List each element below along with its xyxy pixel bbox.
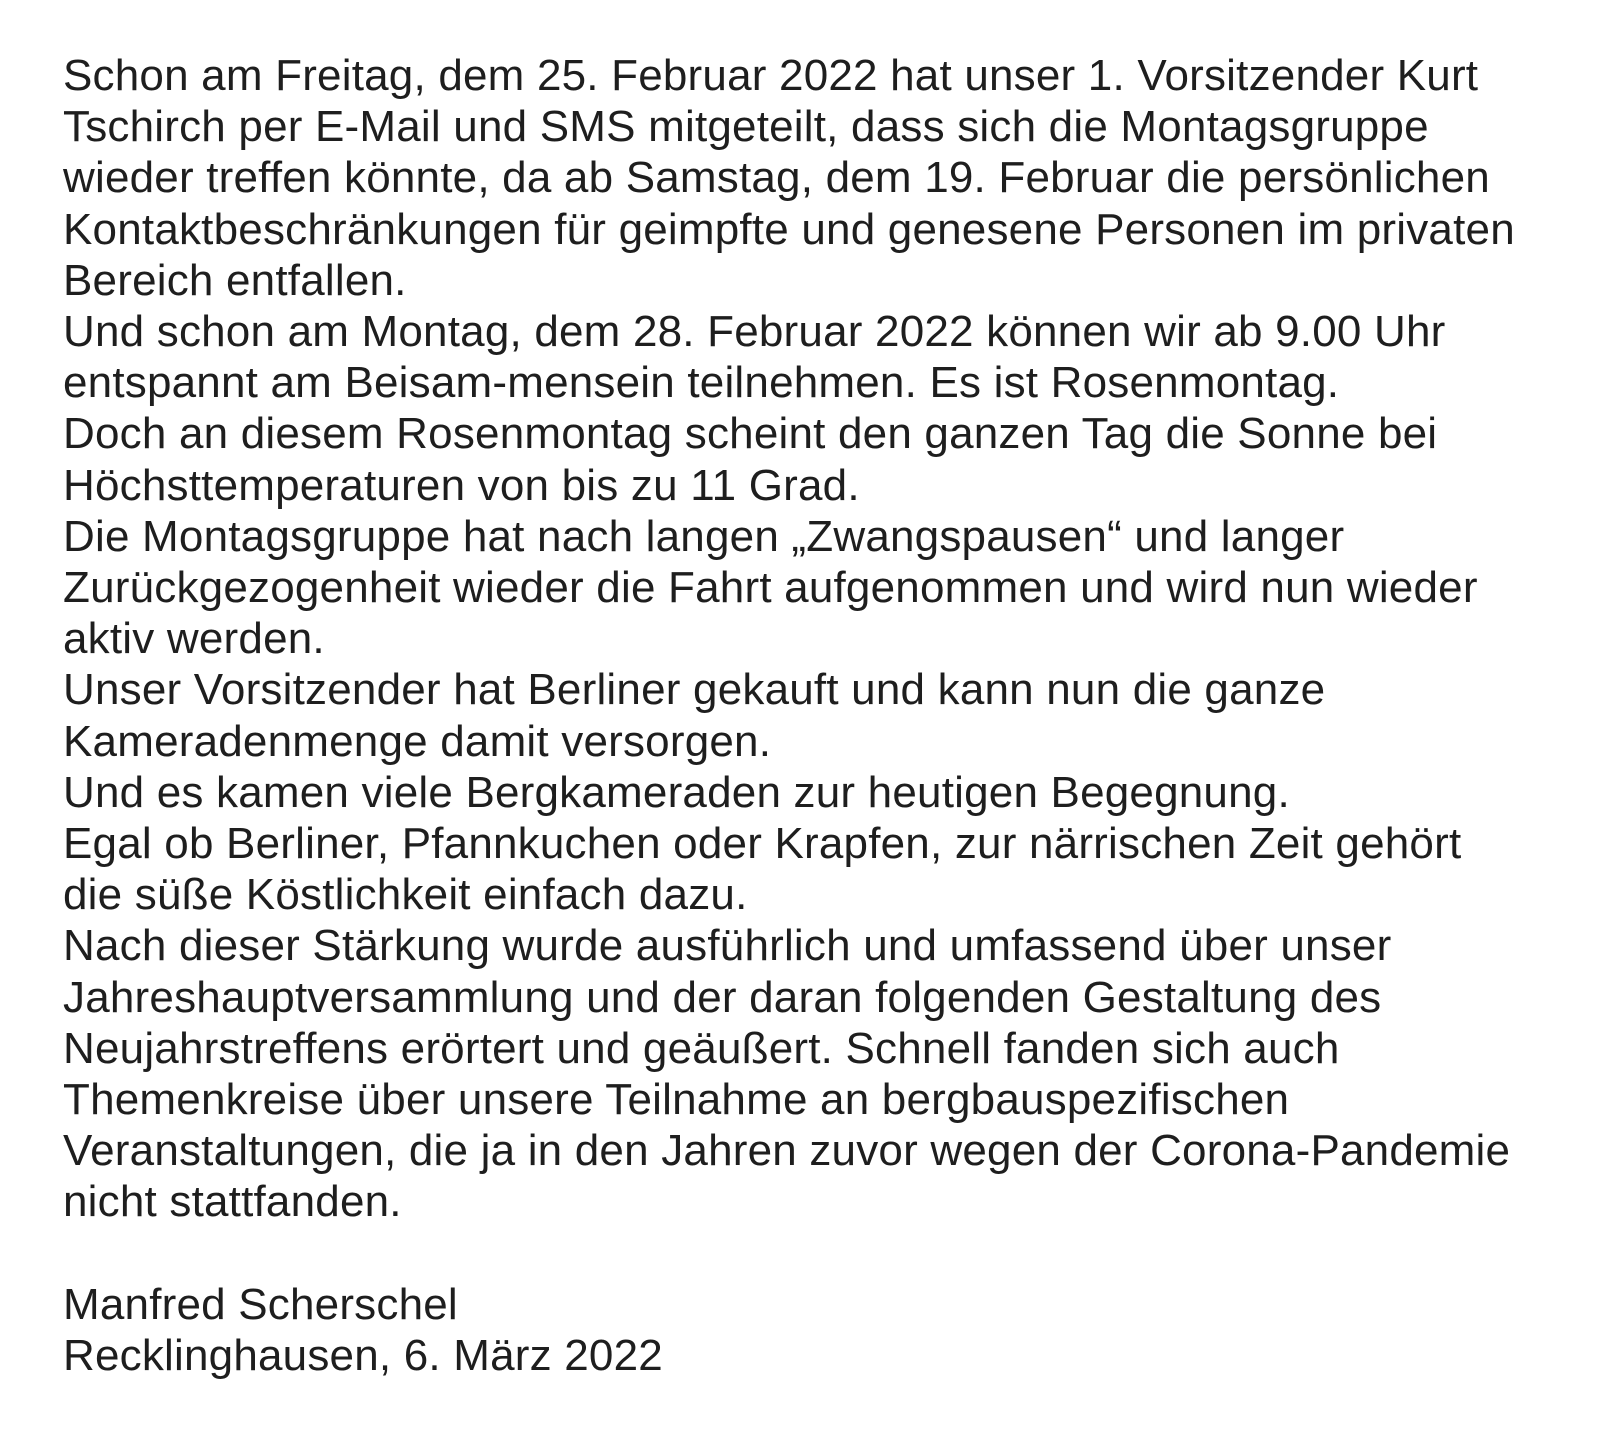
text-line: die süße Köstlichkeit einfach dazu. xyxy=(63,870,748,920)
text-line: Und es kamen viele Bergkameraden zur heutigen Begegnung. xyxy=(63,767,1290,817)
text-line: Die Montagsgruppe hat nach langen „Zwangspausen“ und langer xyxy=(63,511,1345,561)
text-line: Recklinghausen, 6. März 2022 xyxy=(63,1331,663,1381)
text-line: aktiv werden. xyxy=(63,614,325,664)
text-line: Zurückgezogenheit wieder die Fahrt aufgenommen und wird nun wieder xyxy=(63,563,1478,613)
text-line: Schon am Freitag, dem 25. Februar 2022 hat unser 1. Vorsitzender Kurt xyxy=(63,51,1479,100)
text-line: nicht stattfanden. xyxy=(63,1177,402,1227)
text-line: wieder treffen könnte, da ab Samstag, dem 19. Februar die persönlichen xyxy=(63,153,1490,203)
text-line: Höchsttemperaturen von bis zu 11 Grad. xyxy=(63,460,860,510)
text-line: Bereich entfallen. xyxy=(63,255,407,305)
text-line: entspannt am Beisam-mensein teilnehmen. Es ist Rosenmontag. xyxy=(63,358,1340,408)
text-line: Jahreshauptversammlung und der daran folgenden Gestaltung des xyxy=(63,972,1382,1022)
text-line: Manfred Scherschel xyxy=(63,1279,458,1329)
text-line: Egal ob Berliner, Pfannkuchen oder Krapfen, zur närrischen Zeit gehört xyxy=(63,819,1462,869)
text-line xyxy=(63,1228,1578,1279)
text-line: Kameradenmenge damit versorgen. xyxy=(63,716,772,766)
text-line: Neujahrstreffens erörtert und geäußert. Schnell fanden sich auch xyxy=(63,1023,1340,1073)
text-line: Und schon am Montag, dem 28. Februar 2022 können wir ab 9.00 Uhr xyxy=(63,307,1446,357)
text-line: Themenkreise über unsere Teilnahme an bergbauspezifischen xyxy=(63,1075,1290,1125)
text-line: Nach dieser Stärkung wurde ausführlich und umfassend über unser xyxy=(63,921,1392,971)
text-line: Tschirch per E-Mail und SMS mitgeteilt, dass sich die Montagsgruppe xyxy=(63,102,1429,152)
document-text-block xyxy=(63,50,1578,1381)
text-line: Veranstaltungen, die ja in den Jahren zuvor wegen der Corona-Pandemie xyxy=(63,1126,1511,1176)
text-line: Doch an diesem Rosenmontag scheint den ganzen Tag die Sonne bei xyxy=(63,409,1438,459)
text-line: Kontaktbeschränkungen für geimpfte und genesene Personen im privaten xyxy=(63,204,1515,254)
text-line: Unser Vorsitzender hat Berliner gekauft und kann nun die ganze xyxy=(63,665,1326,715)
